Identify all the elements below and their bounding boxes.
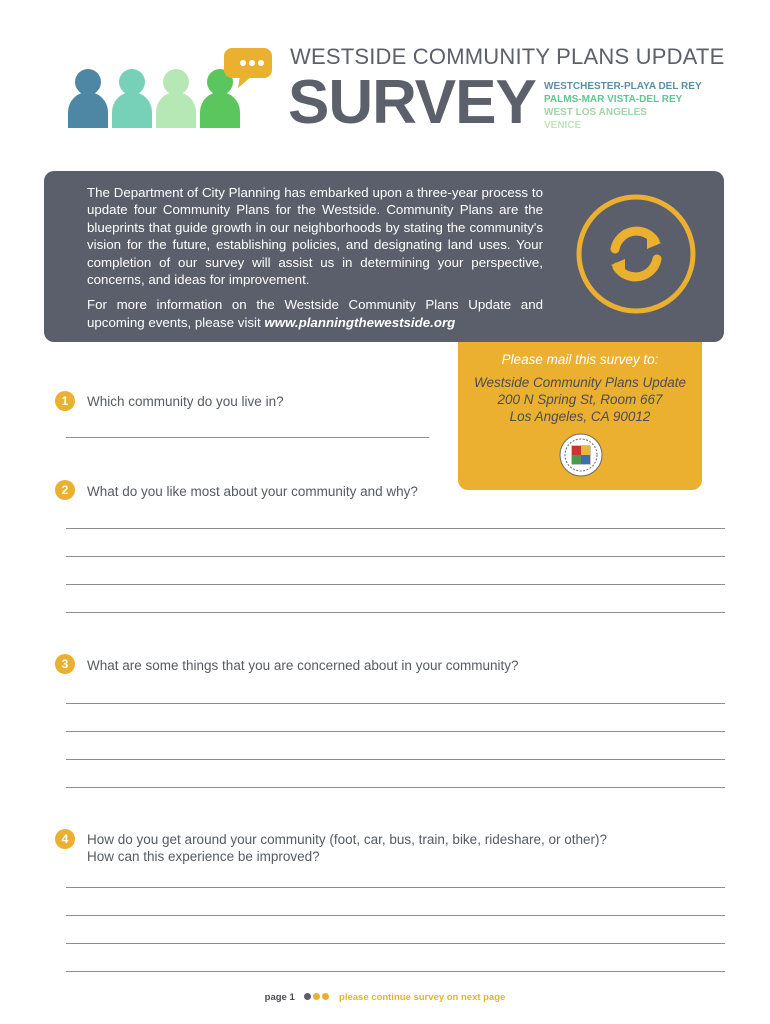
question-3-number: 3: [55, 654, 75, 674]
question-3-text: What are some things that you are concerned about in your community?: [87, 658, 519, 673]
mail-line-1: Westside Community Plans Update: [473, 375, 687, 390]
person-2-icon: [112, 69, 152, 128]
answer-line-2d[interactable]: [66, 612, 725, 613]
continue-note: please continue survey on next page: [339, 992, 506, 1004]
city-seal-icon: [559, 433, 603, 477]
question-2-number: 2: [55, 480, 75, 500]
answer-line-2a[interactable]: [66, 528, 725, 529]
question-4-text: [87, 831, 607, 865]
answer-line-3c[interactable]: [66, 759, 725, 760]
chat-bubble-icon: [230, 46, 274, 90]
answer-line-3d[interactable]: [66, 787, 725, 788]
intro-text: [87, 184, 543, 339]
people-logo-icon: [66, 46, 246, 128]
question-2-text: What do you like most about your community and why?: [87, 484, 418, 499]
answer-line-1[interactable]: [66, 437, 429, 438]
website-link[interactable]: www.planningthewestside.org: [264, 314, 456, 330]
mail-prompt: Please mail this survey to:: [501, 352, 659, 367]
intro-paragraph-2-text: For more information on the Westside Community Plans Update and upcoming events, please visit: [87, 297, 543, 330]
community-item: PALMS-MAR VISTA-DEL REY: [544, 94, 683, 105]
mail-address: [458, 351, 702, 425]
page-dots-icon: [303, 992, 330, 1003]
intro-paragraph-2: [87, 296, 543, 331]
answer-line-3b[interactable]: [66, 731, 725, 732]
answer-line-2b[interactable]: [66, 556, 725, 557]
page-title: SURVEY: [288, 68, 536, 137]
answer-line-4a[interactable]: [66, 887, 725, 888]
answer-line-4b[interactable]: [66, 915, 725, 916]
intro-paragraph-1: The Department of City Planning has embarked upon a three-year process to update four Community Plans for the Westside. Community Plans are the blueprints that guide growth in our neighborhoods by stating the community's vision for the future, establishing policies, and designating land uses. Your completion of our survey will assist us in determining your perspective, concerns, and ideas for improvement.: [87, 185, 543, 288]
footer: [0, 992, 770, 1003]
header-subtitle: WESTSIDE COMMUNITY PLANS UPDATE: [290, 44, 725, 69]
community-item: WESTCHESTER-PLAYA DEL REY: [544, 81, 702, 92]
answer-line-2c[interactable]: [66, 584, 725, 585]
question-1-text: Which community do you live in?: [87, 394, 284, 409]
community-item: WEST LOS ANGELES: [544, 107, 647, 118]
mail-line-2: 200 N Spring St, Room 667: [497, 392, 663, 407]
answer-line-4c[interactable]: [66, 943, 725, 944]
question-4-number: 4: [55, 829, 75, 849]
community-item: VENICE: [544, 120, 582, 131]
person-1-icon: [68, 69, 108, 128]
refresh-icon: [575, 193, 697, 315]
mail-line-3: Los Angeles, CA 90012: [509, 409, 651, 424]
answer-line-3a[interactable]: [66, 703, 725, 704]
page-number: page 1: [264, 992, 295, 1004]
question-1-number: 1: [55, 391, 75, 411]
community-list: [544, 80, 702, 132]
question-4-line-1: How do you get around your community (foot, car, bus, train, bike, rideshare, or other)?: [87, 832, 608, 847]
person-3-icon: [156, 69, 196, 128]
question-4-line-2: How can this experience be improved?: [87, 849, 320, 864]
answer-line-4d[interactable]: [66, 971, 725, 972]
